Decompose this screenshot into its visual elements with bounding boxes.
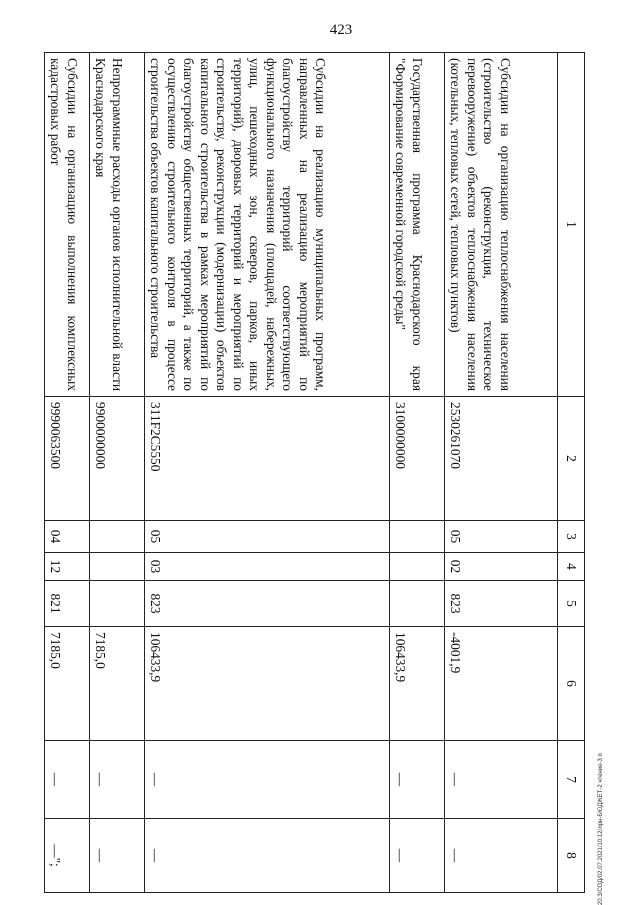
section-code [90,521,145,553]
column8-value: —"; [45,819,90,893]
column7-value: — [445,741,558,819]
column8-value: — [390,819,445,893]
section-code [390,521,445,553]
subsection-code: 02 [445,553,558,581]
page-number: 423 [329,22,353,38]
expense-type-code [90,581,145,627]
amount-value: 7185,0 [45,627,90,741]
subsection-code [390,553,445,581]
table-row [445,53,558,893]
target-article-code: 3100000000 [390,397,445,521]
table-header-row [558,53,585,893]
amount-value: 106433,9 [145,627,390,741]
column7-value: — [90,741,145,819]
header-cell: 3 [558,521,585,553]
budget-table [44,52,585,893]
header-cell: 4 [558,553,585,581]
column7-value: — [45,741,90,819]
column7-value: — [145,741,390,819]
table-row [45,53,90,893]
row-description: Субсидии на реализацию муниципальных программ, направленных на реализацию мероприятий по благоустройству территорий соответствующего функционального назначения (площадей, набережных, улиц, пешеходных зон, скверов, парков, иных территорий), дворовых территорий и мероприятий по строительству, реконструкции (модернизации) объектов капитального строительства в рамках мероприятий по благоустройству общественных территорий, а также по осуществлению строительного контроля в процессе строительства объектов капитального строительства [145,53,390,397]
subsection-code [90,553,145,581]
target-article-code: 2530261070 [445,397,558,521]
column7-value: — [390,741,445,819]
table-row [145,53,390,893]
expense-type-code: 823 [145,581,390,627]
section-code: 04 [45,521,90,553]
footer-code: 20.3/СОД/02.07.2021/10:12/лрн-БЮДЖЕТ-2 чтение-3 п [598,753,604,905]
row-description: Государственная программа Краснодарского края "Формирование современной городской среды" [390,53,445,397]
table-row [390,53,445,893]
header-cell: 5 [558,581,585,627]
header-cell: 6 [558,627,585,741]
section-code: 05 [145,521,390,553]
header-cell: 8 [558,819,585,893]
budget-table-frame [48,52,585,892]
header-cell: 7 [558,741,585,819]
amount-value: 7185,0 [90,627,145,741]
header-cell: 2 [558,397,585,521]
row-description: Субсидии на организацию выполнения комплексных кадастровых работ [45,53,90,397]
section-code: 05 [445,521,558,553]
column8-value: — [90,819,145,893]
row-description: Субсидии на организацию теплоснабжения населения (строительство (реконструкция, техническое перевооружение) объектов теплоснабжения населения (котельных, тепловых сетей, тепловых пунктов) [445,53,558,397]
expense-type-code [390,581,445,627]
target-article-code: 311F2С5550 [145,397,390,521]
table-row [90,53,145,893]
target-article-code: 9990063500 [45,397,90,521]
header-cell: 1 [558,53,585,397]
row-description: Непрограммные расходы органов исполнительной власти Краснодарского края [90,53,145,397]
column8-value: — [445,819,558,893]
subsection-code: 03 [145,553,390,581]
column8-value: — [145,819,390,893]
target-article-code: 9900000000 [90,397,145,521]
amount-value: -4001,9 [445,627,558,741]
expense-type-code: 821 [45,581,90,627]
amount-value: 106433,9 [390,627,445,741]
expense-type-code: 823 [445,581,558,627]
subsection-code: 12 [45,553,90,581]
